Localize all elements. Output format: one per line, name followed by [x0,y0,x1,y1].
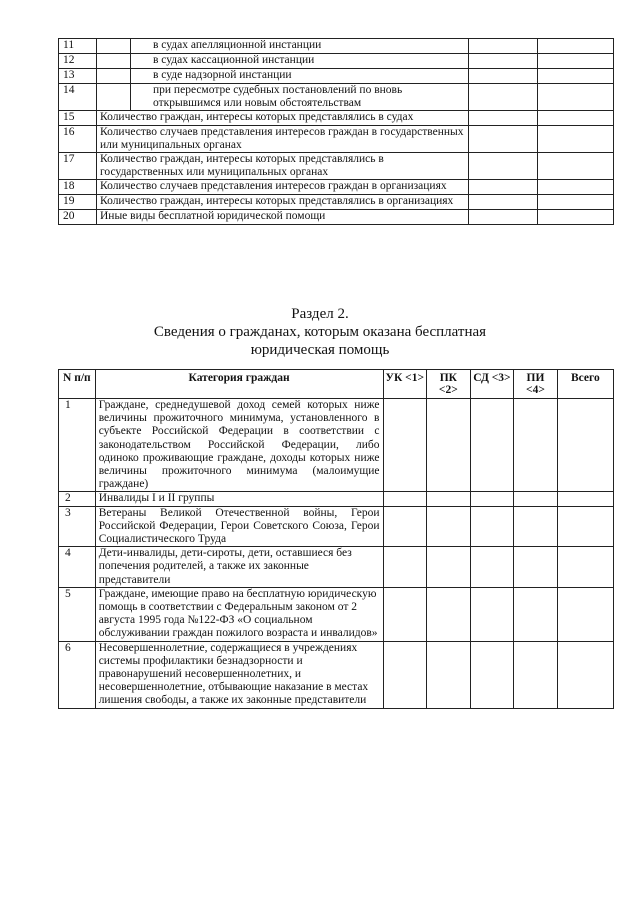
row-number: 1 [59,399,96,492]
top-table [58,38,614,225]
row-text: в суде надзорной инстанции [131,69,469,84]
row-category: Дети-инвалиды, дети-сироты, дети, оставшиеся без попечения родителей, а также их законные представители [95,547,383,588]
row-number: 12 [59,54,97,69]
row-number: 15 [59,111,97,126]
table-row [59,506,614,547]
row-category: Граждане, имеющие право на бесплатную юридическую помощь в соответствии с Федеральным законом от 2 августа 1995 года №122-ФЗ «О социальном обслуживании граждан пожилого возраста и инвалидов» [95,587,383,641]
row-number: 14 [59,84,97,111]
table-row [59,111,614,126]
row-text: Количество граждан, интересы которых представлялись в государственных или муниципальных органах [97,153,469,180]
header-number: N п/п [59,370,96,399]
table-row [59,126,614,153]
row-text: Количество граждан, интересы которых представлялись в организациях [97,195,469,210]
row-number: 4 [59,547,96,588]
table-row [59,492,614,506]
header-uk: УК <1> [383,370,427,399]
header-pi: ПИ <4> [514,370,558,399]
header-category: Категория граждан [95,370,383,399]
header-total: Всего [557,370,613,399]
row-number: 5 [59,587,96,641]
row-category: Ветераны Великой Отечественной войны, Герои Российской Федерации, Герои Советского Союза, Герои Социалистического Труда [95,506,383,547]
table-row [59,39,614,54]
row-number: 18 [59,180,97,195]
row-number: 17 [59,153,97,180]
table-row [59,54,614,69]
row-number: 11 [59,39,97,54]
header-pk: ПК <2> [427,370,471,399]
row-text: Количество граждан, интересы которых представлялись в судах [97,111,469,126]
row-number: 2 [59,492,96,506]
row-text: Количество случаев представления интересов граждан в государственных или муниципальных органах [97,126,469,153]
row-text: Иные виды бесплатной юридической помощи [97,210,469,225]
table-row [59,587,614,641]
row-number: 3 [59,506,96,547]
row-text: в судах кассационной инстанции [131,54,469,69]
table-row [59,547,614,588]
row-category: Инвалиды I и II группы [95,492,383,506]
table-row [59,153,614,180]
row-text: в судах апелляционной инстанции [131,39,469,54]
section-subtitle: Сведения о гражданах, которым оказана бесплатная [153,324,487,340]
table-row [59,84,614,111]
table-row [59,180,614,195]
header-sd: СД <3> [470,370,514,399]
row-category: Граждане, среднедушевой доход семей которых ниже величины прожиточного минимума, установленного в субъекте Российской Федерации в соответствии с законодательством Российской Федерации, либо одиноко проживающие граждане, доходы которых ниже величины прожиточного минимума (малоимущие граждане) [95,399,383,492]
row-number: 16 [59,126,97,153]
row-number: 13 [59,69,97,84]
table-row [59,69,614,84]
section-title: Раздел 2. [291,306,349,322]
row-text: при пересмотре судебных постановлений по вновь открывшимся или новым обстоятельствам [131,84,469,111]
citizens-table [58,369,614,709]
section-subtitle: юридическая помощь [250,342,390,358]
row-category: Несовершеннолетние, содержащиеся в учреждениях системы профилактики безнадзорности и правонарушений несовершеннолетних, и несовершеннолетние, отбывающие наказание в местах лишения свободы, а также их законные представители [95,641,383,708]
table-row [59,399,614,492]
table-row [59,641,614,708]
row-number: 6 [59,641,96,708]
row-number: 20 [59,210,97,225]
table-row [59,210,614,225]
header-row [59,370,614,399]
row-text: Количество случаев представления интересов граждан в организациях [97,180,469,195]
row-number: 19 [59,195,97,210]
table-row [59,195,614,210]
